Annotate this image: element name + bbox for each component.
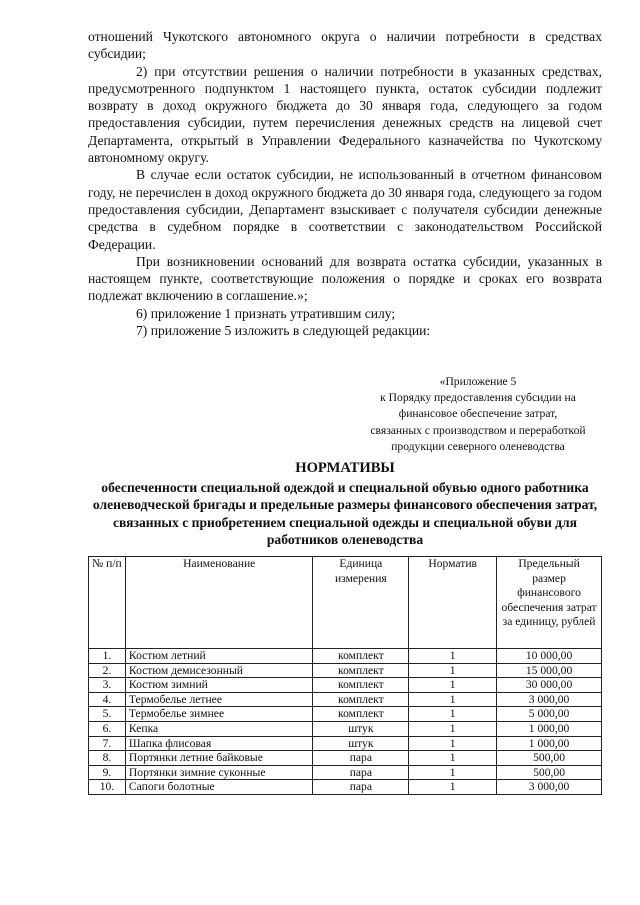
cell-norm: 1 xyxy=(409,692,497,707)
cell-unit: комплект xyxy=(313,663,409,678)
cell-norm: 1 xyxy=(409,649,497,664)
cell-num: 6. xyxy=(89,721,126,736)
cell-limit: 30 000,00 xyxy=(497,678,602,693)
appendix-line: связанных с производством и переработкой xyxy=(370,423,586,437)
table-row xyxy=(89,751,602,766)
table-row xyxy=(89,678,602,693)
header-norm: Норматив xyxy=(409,557,497,649)
table-row xyxy=(89,663,602,678)
cell-num: 10. xyxy=(89,780,126,795)
cell-num: 7. xyxy=(89,736,126,751)
cell-num: 5. xyxy=(89,707,126,722)
cell-norm: 1 xyxy=(409,707,497,722)
cell-norm: 1 xyxy=(409,780,497,795)
cell-unit: комплект xyxy=(313,692,409,707)
norms-table xyxy=(88,556,602,795)
cell-num: 4. xyxy=(89,692,126,707)
cell-name: Шапка флисовая xyxy=(125,736,313,751)
cell-unit: комплект xyxy=(313,649,409,664)
table-row xyxy=(89,649,602,664)
cell-norm: 1 xyxy=(409,678,497,693)
cell-unit: штук xyxy=(313,721,409,736)
table-header-row xyxy=(89,557,602,649)
cell-unit: комплект xyxy=(313,678,409,693)
cell-unit: комплект xyxy=(313,707,409,722)
cell-limit: 1 000,00 xyxy=(497,721,602,736)
table-row xyxy=(89,780,602,795)
appendix-line: «Приложение 5 xyxy=(439,375,517,388)
cell-limit: 1 000,00 xyxy=(497,736,602,751)
table-row xyxy=(89,736,602,751)
header-unit: Единица измерения xyxy=(313,557,409,649)
header-name: Наименование xyxy=(125,557,313,649)
table-row xyxy=(89,692,602,707)
cell-name: Костюм зимний xyxy=(125,678,313,693)
appendix-header xyxy=(352,374,604,455)
table-row xyxy=(89,707,602,722)
cell-unit: пара xyxy=(313,780,409,795)
cell-unit: штук xyxy=(313,736,409,751)
document-title xyxy=(88,460,602,549)
cell-limit: 10 000,00 xyxy=(497,649,602,664)
paragraph-recovery: В случае если остаток субсидии, не использованный в отчетном финансовом году, не перечислен в доход окружного бюджета до 30 января года, следующего за годом предоставления субсидии, Департамент взыскивает с получателя субсидии денежные средства в судебном порядке в соответствии с законодательством Российской Федерации. xyxy=(88,167,602,252)
cell-name: Термобелье зимнее xyxy=(125,707,313,722)
appendix-line: финансовое обеспечение затрат, xyxy=(398,407,558,421)
paragraph-item-7: 7) приложение 5 изложить в следующей редакции: xyxy=(136,323,431,339)
cell-unit: пара xyxy=(313,765,409,780)
cell-norm: 1 xyxy=(409,765,497,780)
cell-name: Портянки зимние суконные xyxy=(125,765,313,780)
header-limit: Предельный размер финансового обеспечения затрат за единицу, рублей xyxy=(497,557,602,649)
cell-limit: 15 000,00 xyxy=(497,663,602,678)
document-body xyxy=(88,28,602,339)
cell-name: Кепка xyxy=(125,721,313,736)
appendix-line: к Порядку предоставления субсидии на xyxy=(380,391,576,405)
cell-name: Сапоги болотные xyxy=(125,780,313,795)
cell-limit: 3 000,00 xyxy=(497,692,602,707)
cell-limit: 500,00 xyxy=(497,751,602,766)
cell-limit: 3 000,00 xyxy=(497,780,602,795)
cell-unit: пара xyxy=(313,751,409,766)
title-main: НОРМАТИВЫ xyxy=(295,460,395,476)
paragraph-return-grounds: При возникновении оснований для возврата остатка субсидии, указанных в настоящем пункте, соответствующие положения о порядке и сроках его возврата подлежат включению в соглашение.»; xyxy=(88,253,602,304)
paragraph-item-2: 2) при отсутствии решения о наличии потребности в указанных средствах, предусмотренного подпунктом 1 настоящего пункта, остаток субсидии подлежит возврату в доход окружного бюджета до 30 января года, следующего за годом предоставления субсидии, путем перечисления денежных средств на лицевой счет Департамента, открытый в Управлении Федерального казначейства по Чукотскому автономному округу. xyxy=(88,63,602,166)
cell-name: Костюм демисезонный xyxy=(125,663,313,678)
header-num: № п/п xyxy=(89,557,126,649)
cell-num: 2. xyxy=(89,663,126,678)
paragraph-continuation: отношений Чукотского автономного округа о наличии потребности в средствах субсидии; xyxy=(88,29,602,62)
cell-name: Портянки летние байковые xyxy=(125,751,313,766)
cell-norm: 1 xyxy=(409,721,497,736)
cell-limit: 5 000,00 xyxy=(497,707,602,722)
appendix-line: продукции северного оленеводства xyxy=(391,439,565,453)
cell-num: 8. xyxy=(89,751,126,766)
cell-num: 9. xyxy=(89,765,126,780)
cell-name: Термобелье летнее xyxy=(125,692,313,707)
table-row xyxy=(89,721,602,736)
title-subtitle: обеспеченности специальной одеждой и специальной обувью одного работника оленеводческой бригады и предельные размеры финансового обеспечения затрат, связанных с приобретением специальной одежды и специальной обуви для работников оленеводства xyxy=(92,479,598,548)
cell-num: 3. xyxy=(89,678,126,693)
paragraph-item-6: 6) приложение 1 признать утратившим силу; xyxy=(136,305,396,321)
table-row xyxy=(89,765,602,780)
cell-norm: 1 xyxy=(409,751,497,766)
cell-norm: 1 xyxy=(409,736,497,751)
cell-norm: 1 xyxy=(409,663,497,678)
cell-name: Костюм летний xyxy=(125,649,313,664)
cell-num: 1. xyxy=(89,649,126,664)
cell-limit: 500,00 xyxy=(497,765,602,780)
